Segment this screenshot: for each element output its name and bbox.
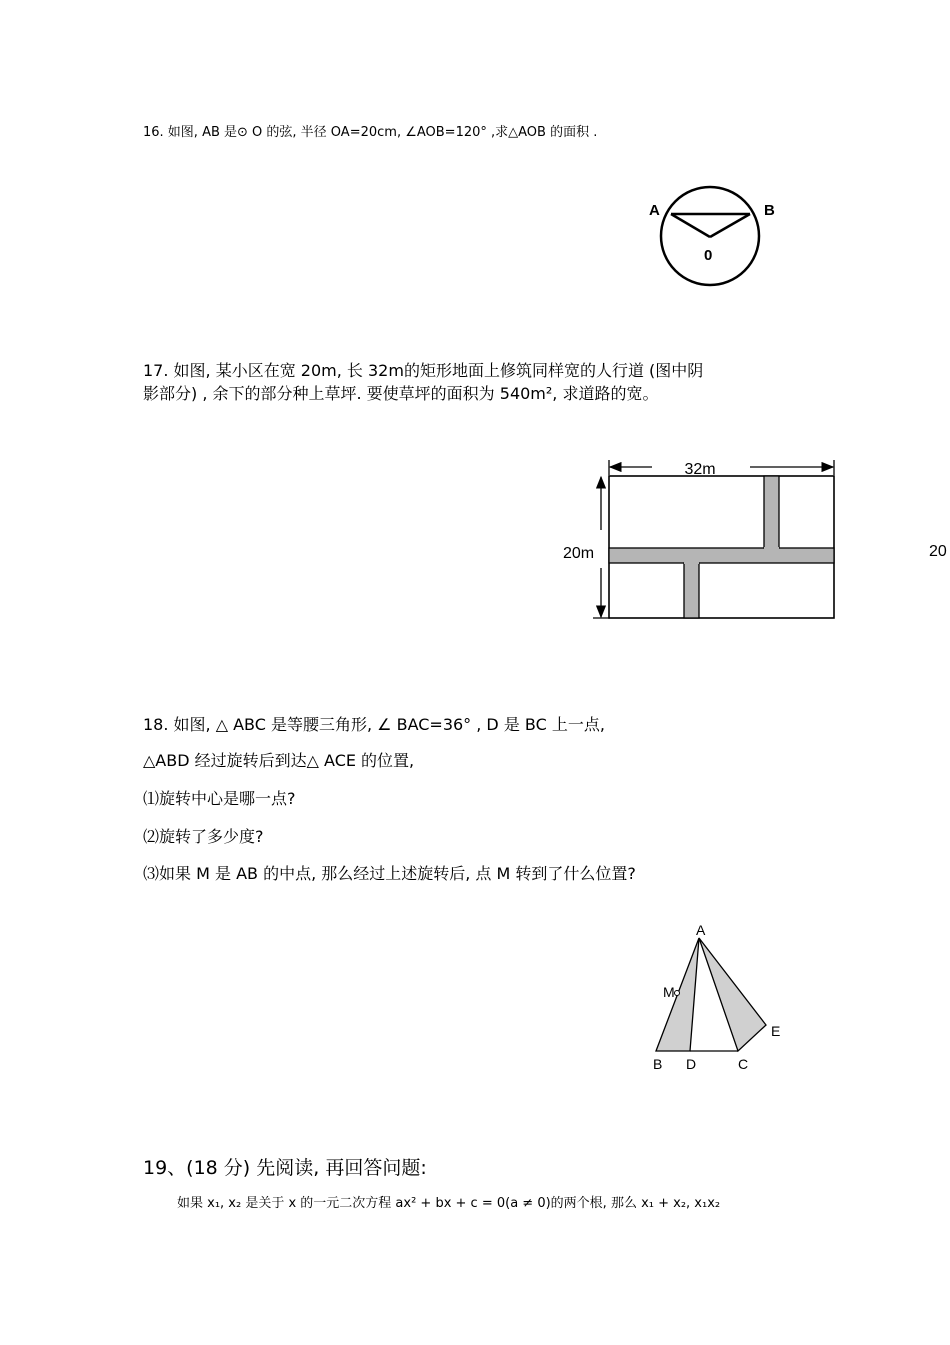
label-c: C <box>738 1056 749 1072</box>
question-19-title: 19、(18 分) 先阅读, 再回答问题: <box>143 1157 427 1179</box>
road-vertical-bottom <box>684 563 699 618</box>
label-edge: 20 <box>929 543 947 560</box>
label-o: 0 <box>704 247 713 264</box>
label-a: A <box>649 202 660 219</box>
label-m: M <box>663 984 675 1000</box>
rectangle-figure <box>560 455 950 625</box>
question-17-line2: 影部分) , 余下的部分种上草坪. 要使草坪的面积为 540m², 求道路的宽。 <box>143 384 659 403</box>
label-b: B <box>764 202 775 219</box>
label-e: E <box>771 1023 781 1039</box>
question-19-line1: 如果 x₁, x₂ 是关于 x 的一元二次方程 ax² + bx + c = 0(a ≠ 0)的两个根, 那么 x₁ + x₂, x₁x₂ <box>177 1196 721 1211</box>
point-m <box>675 991 680 996</box>
lawn-rectangle <box>609 476 834 618</box>
question-16-text: 16. 如图, AB 是⊙ O 的弦, 半径 OA=20cm, ∠AOB=120° ,求△AOB 的面积 . <box>143 125 598 140</box>
question-18-line5: ⑶如果 M 是 AB 的中点, 那么经过上述旋转后, 点 M 转到了什么位置? <box>143 864 636 883</box>
question-18-line3: ⑴旋转中心是哪一点? <box>143 789 296 808</box>
triangle-ace <box>699 938 766 1051</box>
question-18-line2: △ABD 经过旋转后到达△ ACE 的位置, <box>143 751 415 770</box>
label-a: A <box>696 922 706 938</box>
label-d: D <box>686 1056 697 1072</box>
question-18-line4: ⑵旋转了多少度? <box>143 827 264 846</box>
road-vertical-top <box>764 476 779 548</box>
triangle-figure <box>645 918 795 1078</box>
radius-ob <box>710 214 750 237</box>
label-b: B <box>653 1056 663 1072</box>
question-17-line1: 17. 如图, 某小区在宽 20m, 长 32m的矩形地面上修筑同样宽的人行道 (图中阴 <box>143 361 704 380</box>
question-18-line1: 18. 如图, △ ABC 是等腰三角形, ∠ BAC=36° , D 是 BC 上一点, <box>143 715 605 734</box>
circle-figure <box>640 180 790 300</box>
label-height: 20m <box>563 545 595 562</box>
label-width: 32m <box>684 461 716 478</box>
radius-oa <box>671 214 710 237</box>
road-horizontal <box>609 548 834 563</box>
